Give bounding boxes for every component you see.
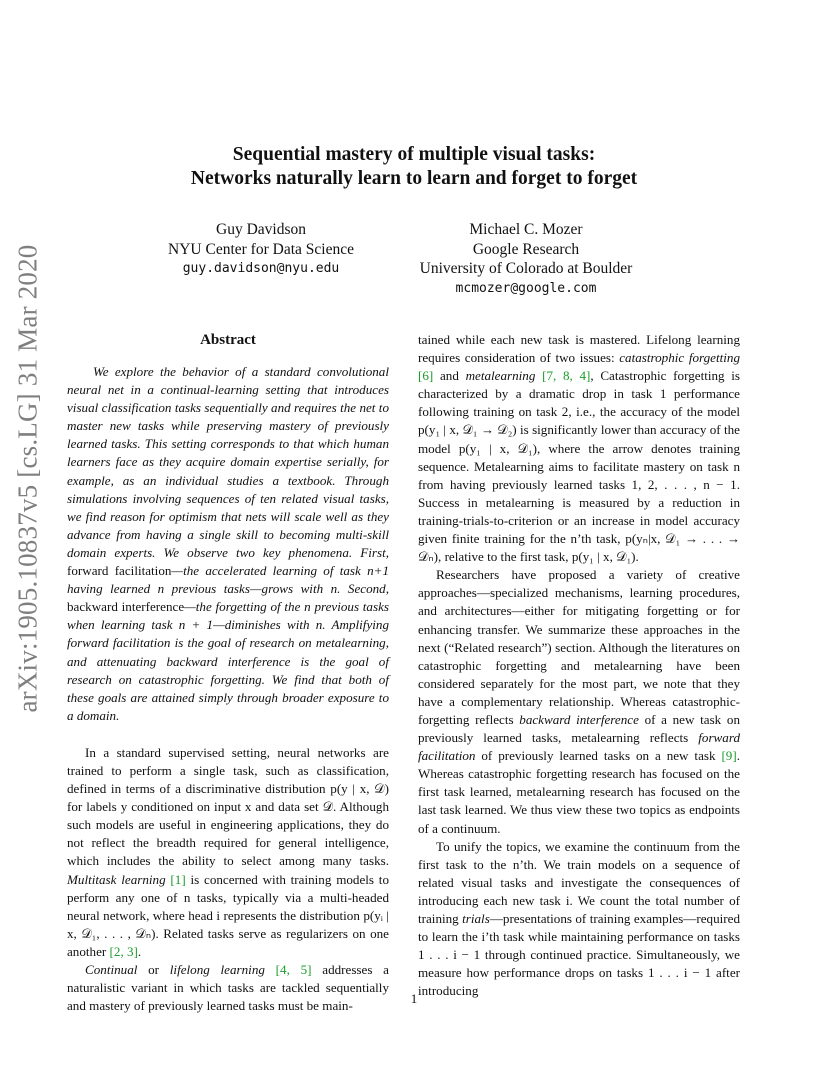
- citation-link[interactable]: [6]: [418, 368, 434, 384]
- right-column: [418, 331, 740, 1000]
- left-column: [67, 331, 389, 1015]
- title-line-2: Networks naturally learn to learn and forget to forget: [190, 168, 638, 189]
- title-line-1: Sequential mastery of multiple visual tasks:: [232, 144, 596, 165]
- author-block-1: [150, 220, 372, 279]
- author-affiliation: NYU Center for Data Science: [168, 240, 354, 258]
- author-email: guy.davidson@nyu.edu: [182, 261, 340, 276]
- author-affiliation-2: University of Colorado at Boulder: [419, 260, 633, 277]
- author-block-2: [404, 220, 648, 298]
- citation-link[interactable]: [1]: [170, 871, 186, 887]
- page-number: 1: [410, 991, 418, 1006]
- author-name: Guy Davidson: [216, 221, 306, 238]
- citation-link[interactable]: [4, 5]: [275, 962, 312, 977]
- author-affiliation: Google Research: [472, 240, 580, 258]
- author-name: Michael C. Mozer: [469, 221, 583, 238]
- term-forward-facilitation: forward facilitation: [67, 563, 172, 579]
- citation-link[interactable]: [9]: [721, 748, 737, 764]
- citation-link[interactable]: [2, 3]: [109, 943, 138, 959]
- intro-paragraph-1: In a standard supervised setting, neural networks are trained to perform a single task, such as classification, defined in terms of a discriminative distribution p(y | x, 𝒟) for labels y conditioned on input x and data set 𝒟. Although such models are useful in engineering applications, they do not reflect the breadth required for general intelligence, which includes the ability to select among many tasks. Multitask learning [1] is concerned with training models to perform any one of n tasks, typically via a multi-headed neural network, where head i represents the distribution p(yᵢ | x, 𝒟₁, . . . , 𝒟ₙ). Related tasks serve as regularizers on one another [2, 3].: [67, 744, 389, 959]
- intro-paragraph-2: Continual or lifelong learning [4, 5] addresses a naturalistic variant in which tasks are tackled sequentially and mastery of previously learned tasks must be main-: [67, 962, 389, 1014]
- paper-title: [100, 143, 728, 191]
- citation-link[interactable]: [7, 8, 4]: [542, 368, 591, 384]
- arxiv-stamp: [8, 243, 48, 713]
- abstract-text: We explore the behavior of a standard convolutional neural net in a continual-learning setting that introduces visual classification tasks sequentially and requires the net to master new tasks while preserving mastery of previously learned tasks. This setting corresponds to that which human learners face as they acquire domain expertise serially, for example, as an individual studies a textbook. Through simulations involving sequences of ten related visual tasks, we find reason for optimism that nets will scale well as they advance from having a single skill to becoming multi-skill domain experts. We observe two key phenomena. First, forward facilitation—the accelerated learning of task n+1 having learned n previous tasks—grows with n. Second, backward interference—the forgetting of the n previous tasks when learning task n + 1—diminishes with n. Amplifying forward facilitation is the goal of research on metalearning, and attenuating backward interference is the goal of research on catastrophic forgetting. We find that both of these goals are attained simply through broader exposure to a domain.: [67, 364, 389, 723]
- author-email: mcmozer@google.com: [455, 280, 597, 296]
- arxiv-stamp-text: arXiv:1905.10837v5 [cs.LG] 31 Mar 2020: [12, 243, 43, 713]
- intro-paragraph-3: Researchers have proposed a variety of creative approaches—specialized mechanisms, learning procedures, and architectures—either for mitigating forgetting or for enhancing transfer. We summarize these approaches in the next (“Related research”) section. Although the literatures on catastrophic forgetting and metalearning have been considered separately for the most part, we note that they have a complementary relationship. Whereas catastrophic-forgetting reflects backward interference of a new task on previously learned tasks, metalearning reflects forward facilitation of previously learned tasks on a new task [9]. Whereas catastrophic forgetting research has focused on the first task learned, metalearning research has focused on the last task learned. We thus view these two topics as endpoints of a continuum.: [418, 567, 740, 836]
- intro-paragraph-4: To unify the topics, we examine the continuum from the first task to the n’th. We train models on a sequence of related visual tasks and investigate the consequences of introducing each new task i. We count the total number of training trials—presentations of training examples—required to learn the i’th task while maintaining performance on tasks 1 . . . i − 1 through continued practice. Simultaneously, we measure how performance drops on tasks 1 . . . i − 1 after introducing: [418, 838, 740, 999]
- term-backward-interference: backward interference: [67, 599, 185, 615]
- abstract-heading: Abstract: [200, 332, 256, 348]
- intro-paragraph-2-cont: tained while each new task is mastered. Lifelong learning requires consideration of two issues: catastrophic forgetting [6] and metalearning [7, 8, 4], Catastrophic forgetting is characterized by a dramatic drop in task 1 performance following training on task 2, i.e., the accuracy of the model p(y₁ | x, 𝒟₁ → 𝒟₂) is significantly lower than accuracy of the model p(y₁ | x, 𝒟₁), where the arrow denotes training sequence. Metalearning aims to facilitate mastery on task n from having previously learned tasks 1, 2, . . . , n − 1. Success in metalearning is measured by a reduction in training-trials-to-criterion or an increase in model accuracy given finite training for the n’th task, p(yₙ|x, 𝒟₁ → . . . → 𝒟ₙ), relative to the first task, p(y₁ | x, 𝒟₁).: [418, 332, 740, 565]
